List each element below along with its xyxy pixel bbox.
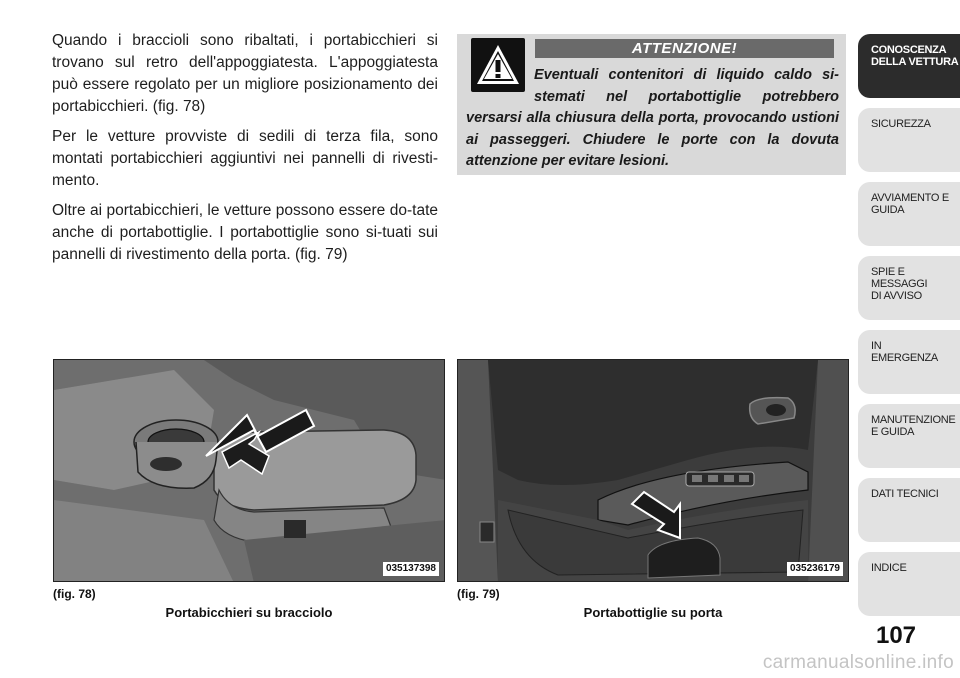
figure-label: (fig. 78) bbox=[53, 587, 96, 601]
warning-text: Eventuali contenitori di liquido caldo si-stemati nel portabottiglie potrebbero versarsi alla chiusura della porta, provocando ustioni ai passeggeri. Chiudere le porte con la dovuta attenzione per evitare lesioni. bbox=[466, 67, 839, 169]
figure-label: (fig. 79) bbox=[457, 587, 500, 601]
chapter-tabs bbox=[858, 34, 960, 634]
body-text-column bbox=[52, 30, 438, 274]
warning-text-wrap bbox=[466, 65, 839, 173]
figure-code: 035137398 bbox=[383, 562, 439, 576]
tab-conoscenza-della-vettura[interactable]: CONOSCENZA DELLA VETTURA bbox=[858, 34, 960, 98]
armrest-cupholder-illustration bbox=[54, 360, 445, 582]
page-number: 107 bbox=[875, 622, 917, 649]
paragraph-third-row-cupholders: Per le vetture provviste di sedili di terza fila, sono montati portabicchieri aggiuntivi nei pannelli di rivesti-mento. bbox=[52, 128, 438, 189]
figure-door-bottleholder bbox=[457, 359, 849, 582]
tab-in-emergenza[interactable]: IN EMERGENZA bbox=[858, 330, 960, 394]
warning-title: ATTENZIONE! bbox=[535, 39, 834, 58]
tab-avviamento-e-guida[interactable]: AVVIAMENTO E GUIDA bbox=[858, 182, 960, 246]
door-bottleholder-illustration bbox=[458, 360, 849, 582]
tab-indice[interactable]: INDICE bbox=[858, 552, 960, 616]
figure-caption: Portabicchieri su bracciolo bbox=[165, 605, 333, 620]
watermark: carmanualsonline.info bbox=[762, 652, 954, 673]
tab-manutenzione[interactable]: MANUTENZIONE E GUIDA bbox=[858, 404, 960, 468]
figure-caption: Portabottiglie su porta bbox=[583, 605, 723, 620]
tab-spie-e-messaggi[interactable]: SPIE E MESSAGGI DI AVVISO bbox=[858, 256, 960, 320]
paragraph-armrest-cupholders: Quando i braccioli sono ribaltati, i portabicchieri si trovano sul retro dell'appoggiatesta. L'appoggiatesta può essere regolato per un migliore posizionamento dei portabicchieri. (fig. 78) bbox=[52, 32, 438, 115]
paragraph-bottle-holders: Oltre ai portabicchieri, le vetture possono essere do-tate anche di portabottiglie. I portabottiglie sono si-tuati sui pannelli di rivestimento della porta. (fig. 79) bbox=[52, 202, 438, 263]
tab-dati-tecnici[interactable]: DATI TECNICI bbox=[858, 478, 960, 542]
tab-sicurezza[interactable]: SICUREZZA bbox=[858, 108, 960, 172]
warning-box bbox=[457, 34, 846, 175]
figure-armrest-cupholder bbox=[53, 359, 445, 582]
figure-code: 035236179 bbox=[787, 562, 843, 576]
